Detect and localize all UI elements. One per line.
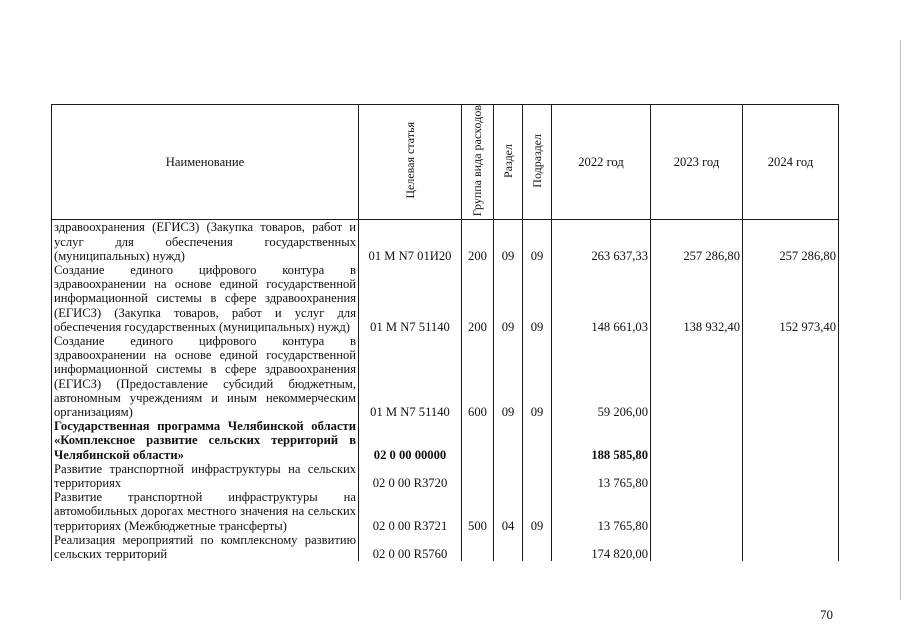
value-2024-cell	[743, 533, 839, 561]
table-row	[52, 263, 839, 334]
value-2023-cell	[651, 490, 743, 533]
subsection-cell	[523, 419, 552, 462]
name-cell: Развитие транспортной инфраструктуры на сельских территориях	[52, 462, 359, 490]
value-2022-cell: 59 206,00	[552, 334, 651, 419]
header-2023: 2023 год	[651, 105, 743, 220]
section-cell: 09	[494, 334, 523, 419]
table-header-row	[52, 105, 839, 220]
subsection-cell: 09	[523, 263, 552, 334]
table-row	[52, 419, 839, 462]
section-cell	[494, 419, 523, 462]
value-2024-cell	[743, 490, 839, 533]
value-2022-cell: 174 820,00	[552, 533, 651, 561]
group-cell: 200	[462, 263, 494, 334]
name-cell: Развитие транспортной инфраструктуры на автомобильных дорогах местного значения на сельских территориях (Межбюджетные трансферты)	[52, 490, 359, 533]
value-2024-cell: 152 973,40	[743, 263, 839, 334]
section-cell: 04	[494, 490, 523, 533]
value-2022-cell: 148 661,03	[552, 263, 651, 334]
target-cell: 02 0 00 R5760	[359, 533, 462, 561]
value-2022-cell: 263 637,33	[552, 220, 651, 263]
value-2023-cell: 138 932,40	[651, 263, 743, 334]
target-cell: 02 0 00 R3721	[359, 490, 462, 533]
target-cell: 02 0 00 R3720	[359, 462, 462, 490]
name-cell: Государственная программа Челябинской области «Комплексное развитие сельских территорий в Челябинской области»	[52, 419, 359, 462]
subsection-cell: 09	[523, 220, 552, 263]
value-2023-cell	[651, 533, 743, 561]
value-2023-cell	[651, 462, 743, 490]
value-2024-cell	[743, 334, 839, 419]
header-subsection: Подраздел	[523, 105, 552, 220]
table-row	[52, 462, 839, 490]
group-cell: 200	[462, 220, 494, 263]
value-2022-cell: 13 765,80	[552, 462, 651, 490]
name-cell: Реализация мероприятий по комплексному развитию сельских территорий	[52, 533, 359, 561]
target-cell: 01 М N7 01И20	[359, 220, 462, 263]
budget-table	[51, 104, 839, 561]
value-2023-cell	[651, 334, 743, 419]
section-cell	[494, 533, 523, 561]
value-2024-cell: 257 286,80	[743, 220, 839, 263]
header-2024: 2024 год	[743, 105, 839, 220]
target-cell: 01 М N7 51140	[359, 334, 462, 419]
header-target: Целевая статья	[359, 105, 462, 220]
group-cell: 600	[462, 334, 494, 419]
subsection-cell: 09	[523, 490, 552, 533]
value-2022-cell: 188 585,80	[552, 419, 651, 462]
page-number: 70	[820, 607, 833, 622]
section-cell: 09	[494, 263, 523, 334]
section-cell: 09	[494, 220, 523, 263]
header-name: Наименование	[52, 105, 359, 220]
value-2024-cell	[743, 462, 839, 490]
target-cell: 02 0 00 00000	[359, 419, 462, 462]
table-row	[52, 533, 839, 561]
value-2022-cell: 13 765,80	[552, 490, 651, 533]
table-row	[52, 220, 839, 263]
group-cell: 500	[462, 490, 494, 533]
name-cell: Создание единого цифрового контура в здравоохранении на основе единой государственной информационной системы в сфере здравоохранения (ЕГИСЗ) (Предоставление субсидий бюджетным, автономным учреждениям и иным некоммерческим организациям)	[52, 334, 359, 419]
subsection-cell	[523, 462, 552, 490]
target-cell: 01 М N7 51140	[359, 263, 462, 334]
table-row	[52, 490, 839, 533]
header-group: Группа вида расходов	[462, 105, 494, 220]
group-cell	[462, 533, 494, 561]
subsection-cell: 09	[523, 334, 552, 419]
value-2023-cell	[651, 419, 743, 462]
value-2023-cell: 257 286,80	[651, 220, 743, 263]
header-2022: 2022 год	[552, 105, 651, 220]
name-cell: здравоохранения (ЕГИСЗ) (Закупка товаров, работ и услуг для обеспечения государственных (муниципальных) нужд)	[52, 220, 359, 263]
group-cell	[462, 419, 494, 462]
name-cell: Создание единого цифрового контура в здравоохранении на основе единой государственной информационной системы в сфере здравоохранения (ЕГИСЗ) (Закупка товаров, работ и услуг для обеспечения государственных (муниципальных) нужд)	[52, 263, 359, 334]
group-cell	[462, 462, 494, 490]
table-row	[52, 334, 839, 419]
section-cell	[494, 462, 523, 490]
scan-edge-line	[900, 40, 901, 600]
subsection-cell	[523, 533, 552, 561]
value-2024-cell	[743, 419, 839, 462]
header-section: Раздел	[494, 105, 523, 220]
